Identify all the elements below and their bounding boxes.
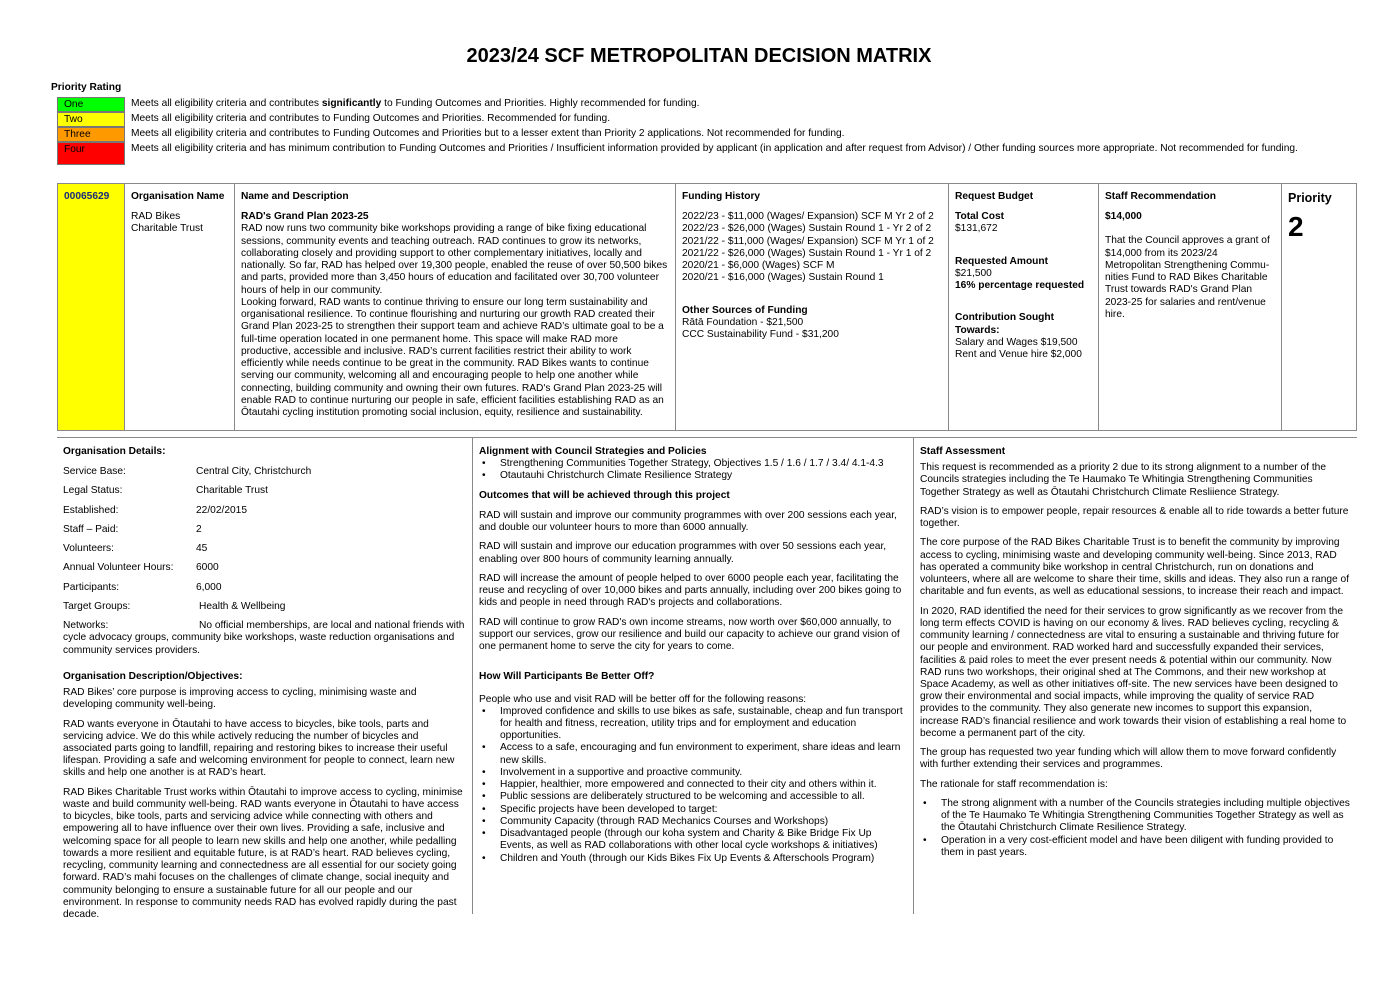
funding-history-item: 2022/23 - $11,000 (Wages/ Expansion) SCF M Yr 2 of 2 [682, 211, 934, 223]
priority-row-two [51, 112, 1351, 127]
funding-history-item: 2022/23 - $26,000 (Wages) Sustain Round 1 - Yr 2 of 2 [682, 223, 932, 235]
requested-amount-value: $21,500 [955, 267, 992, 279]
better-off-intro: People who use and visit RAD will be better off for the following reasons: [479, 693, 807, 705]
priority-text-four: Meets all eligibility criteria and has minimum contribution to Funding Outcomes and Priorities / Insufficient information provided by applicant (in application and after request from Advisor) / Other funding sources more appropriate. Not recommended for funding. [131, 143, 1298, 155]
alignment-item: • Strengthening Communities Together Strategy, Objectives 1.5 / 1.6 / 1.7 / 3.4/ 4.1-4.3 [479, 458, 907, 470]
other-source-item: CCC Sustainability Fund - $31,200 [682, 329, 839, 341]
better-off-item: • Community Capacity (through RAD Mechanics Courses and Workshops) [479, 816, 907, 828]
outcome-paragraph: RAD will increase the amount of people helped to over 6000 people each year, facilitating the reuse and recycling of over 10,000 bikes and parts annually, including over 200 bikes going to kids and people in need through RAD's projects and collaborations. [479, 572, 902, 609]
detail-row: Staff – Paid: 2 [63, 523, 202, 535]
funding-history-item: 2020/21 - $6,000 (Wages) SCF M [682, 260, 835, 272]
detail-row: Volunteers: 45 [63, 543, 208, 555]
organisation-name: RAD Bikes Charitable Trust [131, 211, 203, 235]
networks-row: Networks: No official memberships, are local and national friends with cycle advocacy groups, community bike workshops, waste reduction organisations and community services providers. [63, 620, 465, 656]
objectives-paragraph: RAD wants everyone in Ōtautahi to have access to bicycles, bike tools, parts and servicing advice. We do this while actively reducing the number of bicycles and associated parts going to landfill, repairing and restoring bikes to increase their useful lifespan. Providing a safe and welcoming environment for people to connect, learn new skills and help one another is at RAD’s heart. [63, 718, 455, 779]
assessment-paragraph: In 2020, RAD identified the need for their services to grow significantly as we recover from the long term effects COVID is having on our economy & lives. RAD believes cycling, recycling & community learning / connectedness are vital to ensuring a sustainable and thriving future for our people and environment. RAD worked hard and successfully expanded their services, facilities & paid roles to meet the ever present needs & potential within our community. Now RAD runs two workshops, their original shed at The Commons, and their new workshop at Space Academy, as well as other initiatives off-site. The new services have been designed to grow their environmental and social impacts, while improving the quality of service RAD provides to the community. They also generate new incomes to support this expansion, increase RAD’s financial resilience and work towards their vision of establishing a real home to become a permanent part of the city. [920, 605, 1347, 739]
better-off-heading: How Will Participants Be Better Off? [479, 671, 655, 683]
details-section [57, 437, 1357, 921]
priority-rating-heading: Priority Rating [51, 82, 122, 93]
better-off-item: • Happier, healthier, more empowered and connected to their city and others within it. [479, 779, 907, 791]
priority-header: Priority [1288, 191, 1332, 205]
contribution-label: Contribution Sought Towards: [955, 312, 1055, 336]
priority-row-three [51, 127, 1351, 142]
other-source-item: Rātā Foundation - $21,500 [682, 316, 804, 328]
better-off-list [479, 706, 907, 865]
staff-recommendation-header: Staff Recommendation [1105, 191, 1216, 202]
detail-row: Service Base: Central City, Christchurch [63, 466, 312, 478]
rationale-item: • Operation in a very cost-efficient model and have been diligent with funding provided to them in past years. [920, 835, 1351, 859]
funding-history-item: 2021/22 - $11,000 (Wages/ Expansion) SCF M Yr 1 of 2 [682, 235, 934, 247]
outcome-paragraph: RAD will continue to grow RAD's own income streams, now worth over $60,000 annually, to support our services, grow our resilience and build our capacity to achieve our grand vision of one permanent home to serve the city for years to come. [479, 616, 900, 653]
budget-header: Request Budget [955, 191, 1034, 202]
priority-swatch-two: Two [57, 112, 125, 127]
objectives-paragraph: RAD Bikes’ core purpose is improving access to cycling, minimising waste and developing community well-being. [63, 687, 417, 711]
better-off-item: • Involvement in a supportive and proactive community. [479, 767, 907, 779]
outcomes-heading: Outcomes that will be achieved through this project [479, 489, 730, 501]
staff-assessment-heading: Staff Assessment [920, 446, 1006, 457]
organisation-header: Organisation Name [131, 191, 225, 202]
total-cost-value: $131,672 [955, 223, 998, 235]
alignment-list [479, 458, 907, 482]
priority-row-four [51, 142, 1351, 165]
staff-recommended-amount: $14,000 [1105, 211, 1142, 223]
assessment-paragraph: The rationale for staff recommendation is: [920, 778, 1108, 790]
budget-cell [949, 184, 1099, 430]
organisation-details-heading: Organisation Details: [63, 446, 166, 457]
staff-assessment-column [914, 438, 1357, 914]
priority-text-one: Meets all eligibility criteria and contributes significantly to Funding Outcomes and Priorities. Highly recommended for funding. [131, 98, 700, 110]
project-title: RAD's Grand Plan 2023-25 [241, 211, 369, 223]
description-paragraph: Looking forward, RAD wants to continue thriving to ensure our long term sustainability and organisational resilience. To continue flourishing and nurturing our growth RAD created their Grand Plan 2023-25 to strengthen their support team and achieve RAD’s ultimate goal to be a full-time operation located in one permanent home. This space will make RAD more productive, accessible and inclusive. RAD’s current facilities restrict their ability to work efficiently while needs continue to be great in the community. RAD Bikes wants to continue serving our community, welcoming all and encouraging people to help one another while connecting, building community and owning their own futures. RAD's Grand Plan 2023-25 will enable RAD to continue nurturing our people in safe, efficient facilities establishing RAD as an Ōtautahi cycling institution promoting social inclusion, equity, resilience and sustainability. [241, 296, 664, 418]
better-off-item: • Disadvantaged people (through our koha system and Charity & Bike Bridge Fix Up Events, as well as RAD collaborations with other local cycle workshops & initiatives) [479, 828, 907, 852]
funding-cell [676, 184, 949, 430]
rationale-list [920, 798, 1351, 859]
description-header: Name and Description [241, 191, 349, 202]
assessment-paragraph: RAD’s vision is to empower people, repair resources & enable all to ride towards a better future together. [920, 505, 1349, 530]
priority-swatch-four: Four [57, 142, 125, 165]
description-cell [235, 184, 676, 430]
alignment-item: • Otautauhi Christchurch Climate Resilience Strategy [479, 470, 907, 482]
better-off-item: • Children and Youth (through our Kids Bikes Fix Up Events & Afterschools Program) [479, 853, 907, 865]
priority-rating-legend [51, 82, 1351, 165]
better-off-item: • Access to a safe, encouraging and fun environment to experiment, share ideas and learn new skills. [479, 742, 907, 766]
staff-recommendation-text: That the Council approves a grant of $14,000 from its 2023/24 Metropolitan Strengthening Commu-nities Fund to RAD Bikes Charitable Trust towards RAD's Grand Plan 2023-25 for salaries and rent/venue hire. [1105, 235, 1270, 320]
objectives-paragraph: RAD Bikes Charitable Trust works within Ōtautahi to improve access to cycling, minimise waste and build community well-being. RAD wants everyone in Ōtautahi to have access to bicycles, bike tools, parts and servicing advice while connecting with others and empowering all to have influence over their own lives. Providing a safe, inclusive and welcoming space for all people to learn new skills and help one another, while pedalling towards a more resilient and equitable future, is at RAD’s heart. RAD believes cycling, recycling, community learning and connectedness are all essential for our society going forward. RAD’s mahi focuses on the challenges of climate change, social inequity and community belonging to ensure a sustainable future for all our people and our environment. In response to community needs RAD has evolved rapidly during the past decade. [63, 786, 463, 921]
better-off-item: • Specific projects have been developed to target: [479, 804, 907, 816]
objectives-heading: Organisation Description/Objectives: [63, 670, 243, 682]
staff-recommendation-cell [1099, 184, 1282, 430]
funding-header: Funding History [682, 191, 761, 202]
priority-text-two: Meets all eligibility criteria and contributes to Funding Outcomes and Priorities. Recommended for funding. [131, 113, 611, 125]
requested-amount-label: Requested Amount [955, 255, 1049, 267]
priority-swatch-one: One [57, 97, 125, 112]
alignment-heading: Alignment with Council Strategies and Policies [479, 446, 707, 457]
outcome-paragraph: RAD will sustain and improve our community programmes with over 200 sessions each year, and double our volunteer hours to more than 6000 annually. [479, 509, 897, 534]
organisation-cell [125, 184, 235, 430]
percentage-requested: 16% percentage requested [955, 280, 1085, 292]
priority-text-three: Meets all eligibility criteria and contributes to Funding Outcomes and Priorities but to a lesser extent than Priority 2 applications. Not recommended for funding. [131, 128, 845, 140]
detail-row: Annual Volunteer Hours: 6000 [63, 562, 219, 574]
contribution-item: Rent and Venue hire $2,000 [955, 349, 1082, 361]
total-cost-label: Total Cost [955, 211, 1005, 223]
assessment-paragraph: The core purpose of the RAD Bikes Charitable Trust is to benefit the community by improving access to cycling, minimising waste and developing community well-being. Since 2013, RAD has operated a community bike workshop in central Christchurch, run on donations and volunteers, where all are welcome to share their time, skills and ideas. They also run a range of charitable and fun events, as well as educational sessions, to increase their reach and impact. [920, 537, 1350, 598]
priority-cell [1282, 184, 1356, 430]
application-table [57, 183, 1357, 431]
detail-row: Participants: 6,000 [63, 581, 222, 593]
detail-row: Established: 22/02/2015 [63, 504, 247, 516]
assessment-paragraph: The group has requested two year funding which will allow them to move forward confidently with further extending their services and programmes. [920, 747, 1337, 771]
application-id: 00065629 [58, 184, 125, 430]
priority-value: 2 [1288, 211, 1304, 242]
rationale-item: • The strong alignment with a number of the Councils strategies including multiple objectives of the Te Haumako Te Whitingia Strengthening Communities Together Strategy as well as the Ōtautahi Christchurch Climate Resilience Strategy. [920, 798, 1351, 835]
alignment-column [473, 438, 914, 914]
contribution-item: Salary and Wages $19,500 [955, 336, 1078, 348]
priority-swatch-three: Three [57, 127, 125, 142]
detail-row: Target Groups: Health & Wellbeing [63, 600, 286, 612]
assessment-paragraph: This request is recommended as a priority 2 due to its strong alignment to a number of the Councils strategies including the Te Haumako Te Whitingia Strengthening Communities Together Strategy as well as Ōtautahi Christchurch Climate Resliience Strategy. [920, 462, 1327, 498]
funding-history-item: 2020/21 - $16,000 (Wages) Sustain Round 1 [682, 272, 884, 284]
description-paragraph: RAD now runs two community bike workshops providing a range of bike fixing educational sessions, community events and teaching outreach. RAD continues to grow its networks, collaborating closely and providing support to other complementary initiatives, locally and nationally. So far, RAD has helped over 19,300 people, enabled the reuse of over 50,500 bikes and parts, provided more than 3,450 hours of education and facilitated over 30,700 volunteer hours of help in our community. [241, 223, 668, 296]
organisation-details-column [57, 438, 473, 921]
detail-row: Legal Status: Charitable Trust [63, 485, 268, 497]
page-title: 2023/24 SCF METROPOLITAN DECISION MATRIX [466, 45, 932, 67]
better-off-item: • Public sessions are deliberately structured to be welcoming and accessible to all. [479, 791, 907, 803]
outcome-paragraph: RAD will sustain and improve our education programmes with over 50 sessions each year, enabling over 800 hours of community learning annually. [479, 541, 887, 565]
other-sources-header: Other Sources of Funding [682, 304, 808, 316]
better-off-item: • Improved confidence and skills to use bikes as safe, sustainable, cheap and fun transport for health and fitness, recreation, utility trips and for employment and education opportunities. [479, 706, 907, 743]
funding-history-item: 2021/22 - $26,000 (Wages) Sustain Round 1 - Yr 1 of 2 [682, 247, 932, 259]
priority-row-one [51, 97, 1351, 112]
